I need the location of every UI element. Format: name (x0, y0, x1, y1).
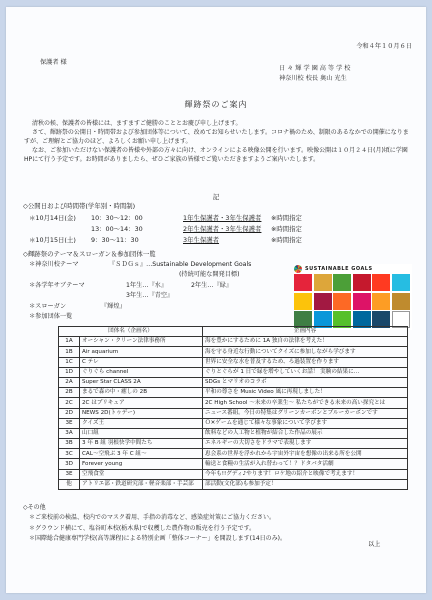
table-row (59, 418, 408, 428)
paragraph: さて、輝跡祭の公開日・時間帯および参加団体等について、改めてお知らせいたします。コロナ禍のため、制限のあるなかでの開催になりますが、ご理解とご協力のほど、よろしくお願い申し上げます。 (24, 129, 409, 145)
schedule-row (29, 224, 302, 233)
paragraph: 清秋の候、保護者の皆様には、ますますご健勝のこととお慶び申し上げます。 (32, 120, 242, 127)
group-content: SDGs とマリオのコラボ (203, 377, 408, 387)
sdgs-goal-tile (353, 293, 371, 310)
group-name: NEWS 2D(トゥデー) (80, 408, 203, 418)
group-content: Ｏ✕ゲームを通じて様々な事象について学びます (203, 418, 408, 428)
page-title: 輝跡祭のご案内 (184, 100, 248, 109)
table-row (59, 479, 408, 489)
group-id: 2A (59, 377, 80, 387)
schedule-time: 9：30～11：30 (91, 236, 139, 244)
group-name: Forever young (80, 459, 203, 469)
group-content: エネルギーの大切さをドラマで表現します (203, 439, 408, 449)
sdgs-goal-tile (372, 293, 390, 310)
group-content: 2C High School ～未来の卒業生～ 私たちができる未来の高い探究とは (203, 398, 408, 408)
group-id: 3E (59, 418, 80, 428)
sdgs-goal-tile (314, 274, 332, 291)
group-content: ぐりとぐらが 1 日で緑を増やしていくお話！ 実験の結果に… (203, 367, 408, 377)
sdgs-goal-tile (392, 274, 410, 291)
group-id: 3A (59, 428, 80, 438)
schedule-heading: ◇公開日および時間帯(学年別・時間制) (23, 202, 136, 210)
sdgs-goal-tile (294, 274, 312, 291)
group-id: 1A (59, 337, 80, 347)
group-content: 輸送と食糧の生活が入れ替わって！？ドタバタ活劇 (203, 459, 408, 469)
schedule-who: 2年生保護者・3年生保護者 (183, 225, 262, 233)
group-id: 他 (59, 479, 80, 489)
group-content: 世界に安全な水を普及するため、ろ過装置を作ります (203, 357, 408, 367)
groups-label: ＊参加団体一覧 (29, 313, 73, 320)
group-id: 3E (59, 469, 80, 479)
other-section (23, 503, 286, 545)
table-row (59, 388, 408, 398)
sdgs-goal-tile (314, 293, 332, 310)
schedule-time: 10：30～12：00 (91, 214, 143, 222)
closing-ijou: 以上 (368, 541, 381, 548)
sdgs-logo-text: SUSTAINABLE GOALS (305, 265, 373, 272)
sdgs-goal-tile (333, 274, 351, 291)
group-name: 空飛食堂 (80, 469, 203, 479)
table-row (59, 398, 408, 408)
schedule-who: 3年生保護者 (183, 236, 220, 244)
group-id: 1D (59, 367, 80, 377)
sdgs-goal-tile (333, 293, 351, 310)
table-row (59, 337, 408, 347)
group-id: 3B (59, 439, 80, 449)
sdgs-goal-tiles (294, 274, 412, 328)
group-name: クイズ王 (80, 418, 203, 428)
sdgs-goal-tile (294, 293, 312, 310)
grade2-theme: 2年生…『緑』 (191, 282, 233, 289)
other-item: ＊グラウンド横にて、塩谷町本校(栃木県)で収穫した農作物の販売を行う予定です。 (29, 524, 256, 532)
table-header-row (59, 327, 408, 337)
other-heading: ◇その他 (23, 504, 46, 511)
schedule-day: ＊10月14日(金) (29, 214, 76, 222)
school-name: 日 々 輝 学 園 高 等 学 校 (279, 65, 351, 72)
table-row (59, 459, 408, 469)
group-id: 1C (59, 357, 80, 367)
schedule-time: 13：00～14：30 (91, 225, 143, 233)
sdgs-goal-tile (372, 274, 390, 291)
slogan-label: ＊スローガン (29, 303, 67, 310)
themes-heading: ◇輝跡祭のテーマ＆スローガン＆参加団体一覧 (23, 250, 156, 258)
school-theme-value: 『ＳＤＧｓ』…Sustainable Development Goals (109, 261, 252, 268)
group-content: 飲料などの人工物と植物が結合した作品の展示 (203, 428, 408, 438)
table-row (59, 439, 408, 449)
group-content: ニュース番組。今日の特集はグリーンカーボンとブルーカーボンです (203, 408, 408, 418)
schedule-day: ＊10月15日(土) (29, 236, 76, 244)
sdgs-logo (294, 264, 412, 330)
column-header: 団体名（企画名） (59, 327, 203, 337)
schedule-row (29, 213, 302, 222)
grade1-theme: 1年生…『水』 (126, 282, 168, 289)
group-content: 海を守る身近な行動についてクイズに参加しながら学びます (203, 347, 408, 357)
table-row (59, 367, 408, 377)
table-row (59, 408, 408, 418)
group-name: ぐりぐら channel (80, 367, 203, 377)
group-content: 部活動(文化部)も参加予定！ (203, 479, 408, 489)
sender: 神奈川校 校長 奥山 光生 (279, 75, 347, 82)
sdgs-goal-tile (353, 274, 371, 291)
group-id: 2D (59, 408, 80, 418)
column-header: 企画内容 (203, 327, 408, 337)
group-content: 今年も!!グディ♪やります！ロケ地の紹介と映像で考えます！ (203, 469, 408, 479)
paragraph: なお、ご参加いただけない保護者の皆様や外部の方々に向け、オンラインによる映像公開を行います。映像公開は１０月２４日(月)頃に学園HPにて行う予定です。お時間がありましたら、ぜひご家族の皆様でご覧いただきますようご案内いたします。 (24, 147, 408, 163)
issue-date: 令和４年１０月６日 (356, 43, 412, 50)
group-id: 2B (59, 388, 80, 398)
document-page (6, 7, 426, 593)
group-content: 海を豊かにするために 1A 独自の法律を考えた！ (203, 337, 408, 347)
group-name: オーシャン・クリーン法律事務所 (80, 337, 203, 347)
ki-marker: 記 (212, 193, 220, 201)
grade-theme-label: ＊各学年サブテーマ (29, 282, 85, 289)
school-theme-sub: (持続可能な開発目標) (179, 271, 240, 278)
sdgs-wheel-icon (294, 265, 302, 273)
table-row (59, 347, 408, 357)
group-content: 恵会系の世界を浮かれから宇宙外宇宙を想像の出来る所を公開 (203, 449, 408, 459)
group-content: 平和の尊さを Music Video 風に再現しました！ (203, 388, 408, 398)
group-name: CAL～空飛ぶ 3 年 C 組～ (80, 449, 203, 459)
slogan-value: 『輝煌』 (101, 303, 126, 310)
group-name: 2C はプリキュア (80, 398, 203, 408)
grade3-theme: 3年生…『青空』 (126, 292, 174, 299)
group-name: Super Star CLASS 2A (80, 377, 203, 387)
schedule-note: ※時間指定 (271, 225, 302, 233)
group-id: 3C (59, 449, 80, 459)
schedule-note: ※時間指定 (271, 236, 302, 244)
table-row (59, 449, 408, 459)
group-id: 1B (59, 347, 80, 357)
table-row (59, 469, 408, 479)
group-name: C テレ (80, 357, 203, 367)
school-theme-label: ＊神奈川校テーマ (29, 261, 79, 268)
addressee: 保護者 様 (40, 59, 67, 66)
group-name: 3 年 B 組 羽根快学中間たち (80, 439, 203, 449)
other-item: ＊国際総合健康専門学校(高等課程)による特別企画「整体コーナー」を開設します(14日のみ)。 (29, 535, 286, 543)
group-id: 3D (59, 459, 80, 469)
sdgs-goal-tile (392, 293, 410, 310)
table-row (59, 377, 408, 387)
group-id: 2C (59, 398, 80, 408)
schedule-who: 1年生保護者・3年生保護者 (183, 214, 262, 222)
table-row (59, 428, 408, 438)
other-item: ＊ご来校前の検温、校内でのマスク着用、手指の消毒など、感染症対策にご協力ください。 (29, 514, 276, 522)
greeting-body (24, 119, 412, 164)
groups-table (58, 326, 408, 490)
group-name: まるで森の中・癒しの 2B (80, 388, 203, 398)
schedule-row (29, 235, 302, 244)
group-name: アトリエ部・鉄道研究部・軽音楽部・手芸部 (80, 479, 203, 489)
group-name: 山口組 (80, 428, 203, 438)
group-name: Air aquarium (80, 347, 203, 357)
table-row (59, 357, 408, 367)
schedule-note: ※時間指定 (271, 214, 302, 222)
